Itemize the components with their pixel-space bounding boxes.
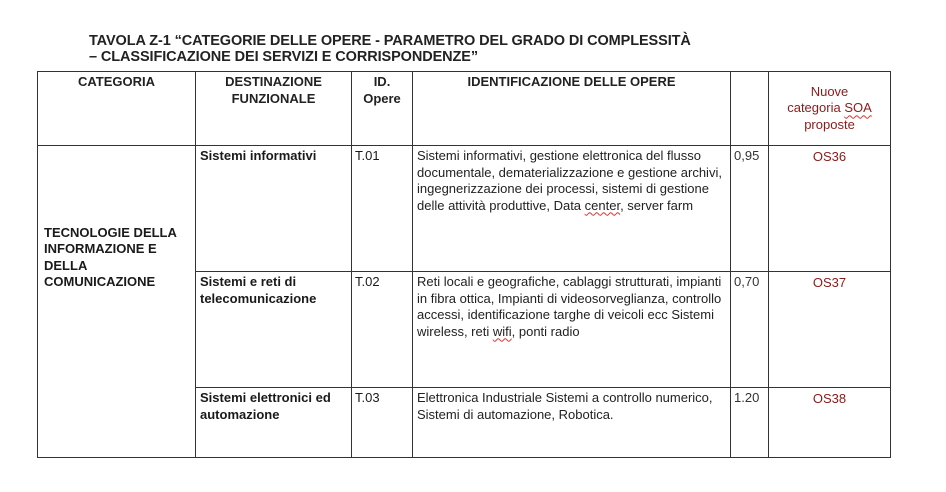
title-line-2: – CLASSIFICAZIONE DEI SERVIZI E CORRISPONDENZE” [89, 49, 479, 65]
header-nuove-categoria-soa [769, 72, 891, 146]
header-id-line2: Opere [363, 90, 401, 106]
parametro-cell: 0,70 [731, 272, 769, 388]
destinazione-cell: Sistemi elettronici ed automazione [196, 388, 352, 458]
soa-header-line2 [773, 100, 886, 117]
table-header-row [38, 72, 891, 146]
table-row [38, 146, 891, 272]
soa-category-cell: OS38 [769, 388, 891, 458]
categoria-cell: TECNOLOGIE DELLA INFORMAZIONE E DELLA COMUNICAZIONE [38, 146, 196, 458]
categories-table [37, 71, 891, 458]
spellcheck-flag-soa: SOA [844, 100, 872, 116]
destinazione-cell: Sistemi e reti di telecomunicazione [196, 272, 352, 388]
header-identificazione: IDENTIFICAZIONE DELLE OPERE [413, 72, 731, 146]
descrizione-text-end: , server farm [620, 197, 694, 213]
id-opere-cell: T.02 [352, 272, 413, 388]
header-id-opere [352, 72, 413, 146]
descrizione-cell [413, 146, 731, 272]
document-title [89, 33, 849, 65]
soa-header-word: categoria [787, 100, 845, 116]
descrizione-text-end: , ponti radio [511, 323, 580, 339]
descrizione-text: Elettronica Industriale Sistemi a controllo numerico, Sistemi di automazione, Robotica. [417, 390, 713, 422]
soa-header-line3: proposte [804, 116, 855, 132]
header-parametro [731, 72, 769, 146]
descrizione-text: Sistemi informativi, gestione elettronica del flusso documentale, dematerializzazione e gestione archivi, ingegnerizzazione dei processi, sistemi di gestione delle attività produttive, Data [417, 148, 722, 213]
header-id-line1: ID. [373, 74, 391, 89]
parametro-cell: 0,95 [731, 146, 769, 272]
destinazione-cell: Sistemi informativi [196, 146, 352, 272]
spellcheck-flag-word: center [584, 197, 621, 213]
header-categoria: CATEGORIA [38, 72, 196, 146]
soa-header-line1: Nuove [810, 83, 849, 99]
id-opere-cell: T.03 [352, 388, 413, 458]
descrizione-cell [413, 272, 731, 388]
descrizione-text: Reti locali e geografiche, cablaggi strutturati, impianti in fibra ottica, Impianti di videosorveglianza, controllo accessi, identificazione targhe di veicoli ecc Sistemi wireless, reti [417, 274, 722, 339]
parametro-cell: 1.20 [731, 388, 769, 458]
id-opere-cell: T.01 [352, 146, 413, 272]
soa-category-cell: OS36 [769, 146, 891, 272]
title-line-1: TAVOLA Z-1 “CATEGORIE DELLE OPERE - PARAMETRO DEL GRADO DI COMPLESSITÀ [89, 33, 691, 49]
descrizione-cell [413, 388, 731, 458]
soa-category-cell: OS37 [769, 272, 891, 388]
header-destinazione: DESTINAZIONE FUNZIONALE [196, 72, 352, 146]
spellcheck-flag-word: wifi [492, 323, 512, 339]
